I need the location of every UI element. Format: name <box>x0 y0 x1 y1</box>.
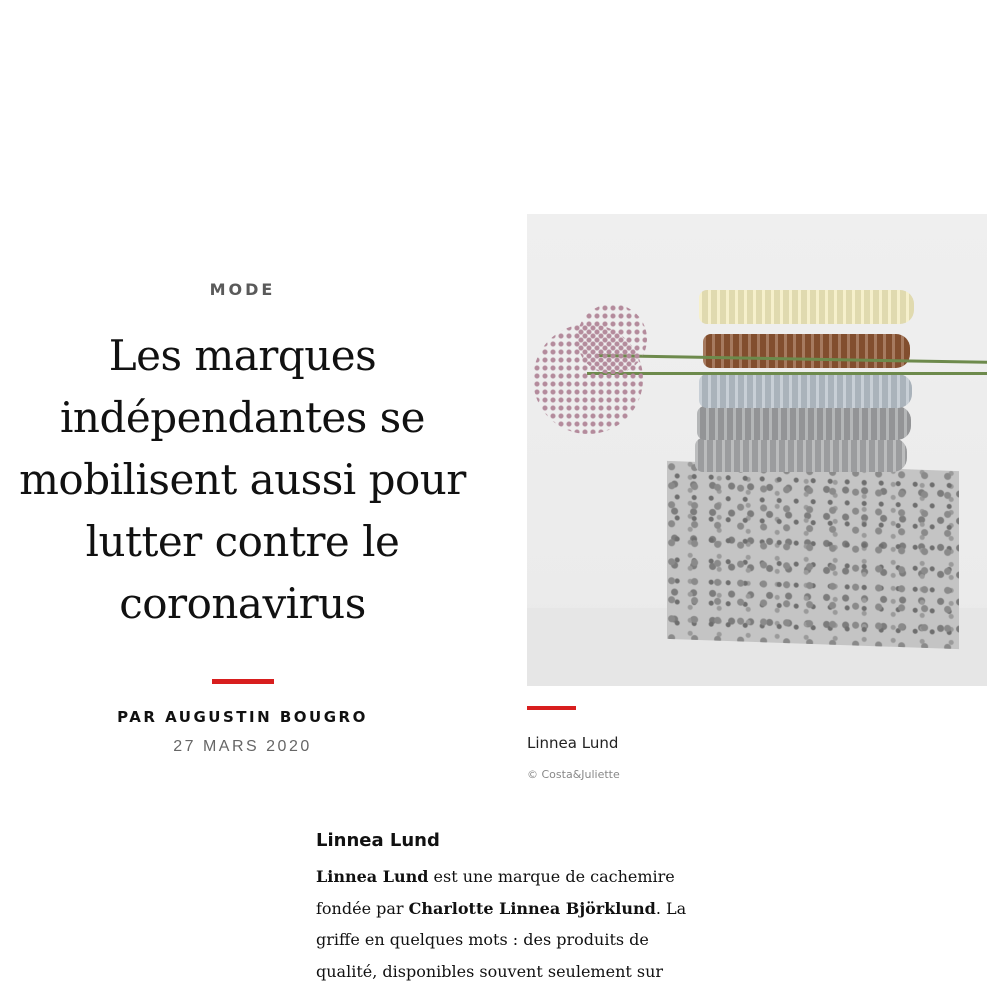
paragraph-text: . La griffe en quelques mots : des produits de qualité, disponibles souvent seulement sur <box>316 898 687 981</box>
cashmere-item <box>697 406 911 440</box>
hero-image <box>527 214 987 686</box>
author-byline[interactable]: PAR AUGUSTIN BOUGRO <box>117 708 368 726</box>
image-caption: Linnea Lund <box>527 734 619 752</box>
caption-divider <box>527 706 576 710</box>
cashmere-item <box>695 438 907 472</box>
cashmere-item <box>699 374 912 408</box>
cashmere-item <box>699 290 914 324</box>
granite-block <box>667 461 959 649</box>
section-heading: Linnea Lund <box>316 830 440 851</box>
article-body <box>316 830 696 987</box>
image-credit: © Costa&Juliette <box>527 768 620 781</box>
category-label[interactable]: MODE <box>209 280 276 299</box>
founder-name: Charlotte Linnea Björklund <box>408 898 656 918</box>
cashmere-item <box>703 334 910 368</box>
title-divider <box>212 679 274 684</box>
flower-blossom <box>577 304 647 374</box>
article-header <box>0 280 485 756</box>
page-title: Les marques indépendantes se mobilisent aussi pour lutter contre le coronavirus <box>19 331 466 628</box>
flower-stem <box>587 372 987 375</box>
paragraph-text: est une marque de cachemire fondée par <box>316 867 675 918</box>
brand-name: Linnea Lund <box>316 867 429 886</box>
article-paragraph <box>316 861 696 987</box>
publish-date: 27 MARS 2020 <box>173 738 312 755</box>
